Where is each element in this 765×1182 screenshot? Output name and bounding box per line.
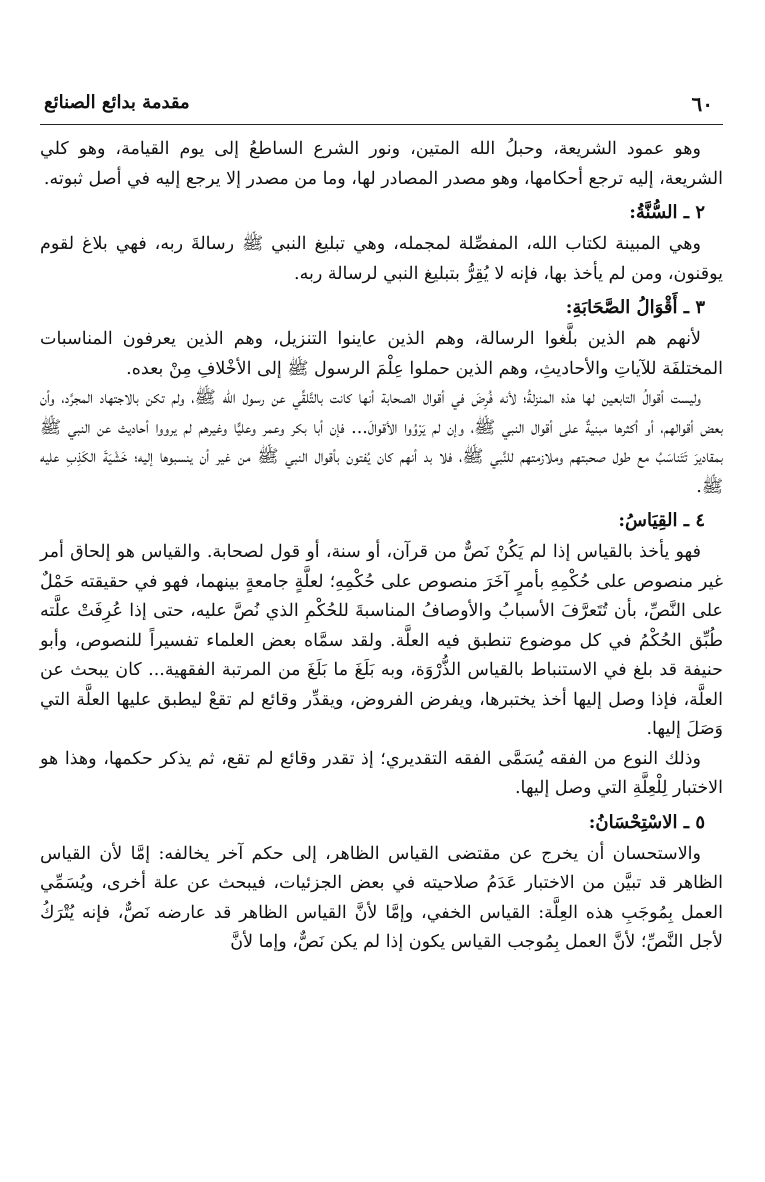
paragraph: وهو عمود الشريعة، وحبلُ الله المتين، ونور الشرع الساطعُ إلى يوم القيامة، وهو كلي الشريعة، إليه ترجع أحكامها، وهو مصدر المصادر لها، وما من مصدر إلا يرجع إليه في أصل ثبوته.	[40, 139, 723, 189]
paragraph: فهو يأخذ بالقياس إذا لم يَكُنْ نَصٌّ من قرآن، أو سنة، أو قول لصحابة. والقياس هو إلحاق أمر غير منصوص على حُكْمِهِ بأمرٍ آخَرَ منصوص على حُكْمِهِ؛ لعلَّةٍ جامعةٍ بينهما، فهو في حقيقته حَمْلٌ على النَّصِّ، بأن تُتَعرَّفَ الأسبابُ والأوصافُ المناسبةَ للحُكْمِ الذي نُصَّ عليه، حتى إذا عُرِفَتْ علَّته طُبِّق الحُكْمُ في كل موضوع تنطبق فيه العلَّة. ولقد سمَّاه بعض العلماء تفسيراً للنصوص، وأبو حنيفة قد بلغ في الاستنباط بالقياس الذُّرْوَة، وبه بَلَغَ ما بَلَغَ من المرتبة الفقهية... كان يبحث عن العلَّة، فإذا وصل إليها أخذ يختبرها، ويفرض الفروض، ويقدِّر وقائع لم تقعْ ليطبق عليها العلَّة التي وَصَلَ إليها.	[40, 542, 723, 739]
page-header	[40, 88, 723, 125]
section-heading-sahaba: ٣ ـ أَقْوَالُ الصَّحَابَةِ:	[565, 297, 705, 318]
book-page	[40, 88, 723, 958]
section-heading-sunnah: ٢ ـ السُّنَّةُ:	[629, 202, 705, 223]
paragraph: وذلك النوع من الفقه يُسَمَّى الفقه التقديري؛ إذ تقدر وقائع لم تقع، ثم يذكر حكمها، وهذا هو الاختبار لِلْعِلَّةِ التي وصل إليها.	[40, 748, 723, 798]
paragraph: وهي المبينة لكتاب الله، المفصِّلة لمجمله، وهي تبليغ النبي ﷺ رسالةَ ربه، فهي بلاغ لقوم يوقنون، ومن لم يأخذ بها، فإنه لا يُقِرُّ بتبليغ النبي لرسالة ربه.	[40, 234, 723, 284]
paragraph: لأنهم هم الذين بلَّغوا الرسالة، وهم الذين عاينوا التنزيل، وهم الذين يعرفون المناسبات المختلفَة للآياتِ والأحاديثِ، وهم الذين حملوا عِلْمَ الرسول ﷺ إلى الأخْلافِ مِنْ بعده.	[40, 329, 723, 379]
page-body	[40, 125, 723, 958]
section-heading-istihsan: ٥ ـ الاسْتِحْسَانُ:	[588, 811, 705, 833]
section-heading-qiyas: ٤ ـ القِيَاسُ:	[618, 510, 705, 531]
running-title: مقدمة بدائع الصنائع	[44, 92, 190, 113]
page-number: ٦٠	[691, 92, 713, 116]
paragraph: والاستحسان أن يخرج عن مقتضى القياس الظاهر، إلى حكم آخر يخالفه: إمَّا لأن القياس الظاهر قد تبيَّن من الاختبار عَدَمُ صلاحيته في بعض الجزئيات، فيبحث عن علة أخرى، ويُسَمِّي العمل بِمُوجَبِ هذه العِلَّة: القياس الخفي، وإمَّا لأنَّ القياس الظاهر قد عارضه نَصٌّ، فإنه يُتْرَكُ لأجل النَّصِّ؛ لأنَّ العمل بِمُوجب القياس يكون إذا لم يكن نَصٌّ، وإما لأنَّ	[40, 843, 723, 952]
paragraph: وليست أقوالُ التابعين لها هذه المنزلةُ؛ لأنه فُرِضَ في أقوال الصحابة أنها كانت بالتَّلقِّي عن رسول الله ﷺ، ولم تكن بالاجتهاد المجرَّد، وأن بعض أقوالهم، أو أكثرها مبنيةٌ على أقوال النبي ﷺ، وإن لم يَرْوُوا الأقوالَ... فإن أبا بكر وعمر وعليًّا وغيرهم لم يرووا أحاديث عن النبي ﷺ بمقاديرَ تَتَناسَبُ مع طول صحبتهم وملازمتهم للنَّبي ﷺ، فلا بد أنهم كان يُفتون بأقوال النبي ﷺ من غير أن ينسبوها إليه؛ خَشْيَةَ الكَذِبِ عليه ﷺ.	[40, 388, 723, 497]
